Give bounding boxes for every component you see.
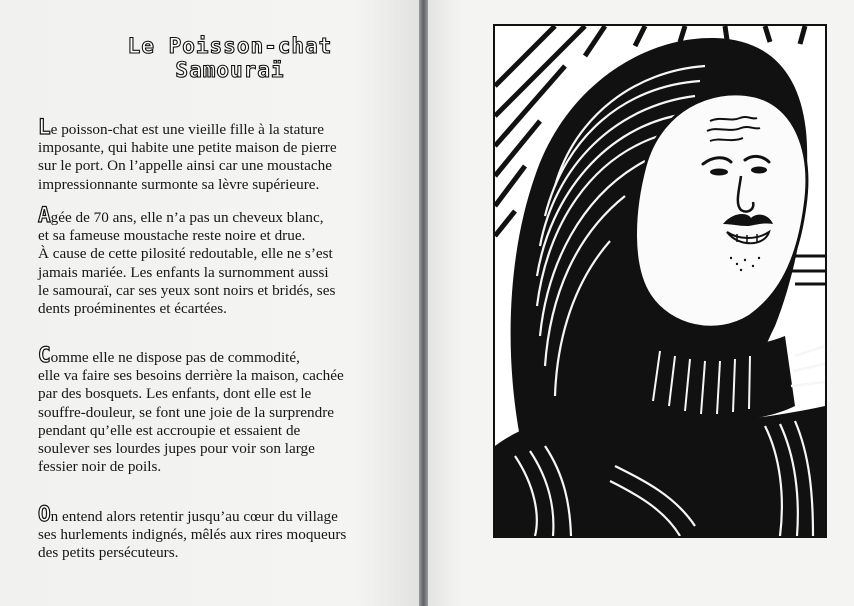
woodcut-portrait-illustration (493, 24, 827, 538)
drop-cap: A (38, 203, 51, 227)
paragraph-1: Le poisson-chat est une vieille fille à la stature imposante, qui habite une petite maison de pierre sur le port. On l’appelle ainsi car une moustache impressionnante surmonte sa lèvre supérieure. (38, 115, 337, 193)
paragraph-4: On entend alors retentir jusqu’au cœur du village ses hurlements indignés, mêlés aux rires moqueurs des petits persécuteurs. (38, 502, 347, 562)
page-title: Le Poisson-chat (127, 34, 333, 58)
paragraph-2: Agée de 70 ans, elle n’a pas un cheveux blanc, et sa fameuse moustache reste noire et drue. À cause de cette pilosité redoutable, elle ne s’est jamais mariée. Les enfants la surnomment aussi le samouraï, car ses yeux sont noirs et bridés, ses dents proéminentes et écartées. (38, 203, 336, 318)
left-page (0, 0, 419, 606)
drop-cap: L (38, 115, 51, 139)
page-title-line-2: Samouraï (175, 58, 285, 82)
book-gutter (419, 0, 428, 606)
paragraph-3: Comme elle ne dispose pas de commodité, elle va faire ses besoins derrière la maison, cachée par des bosquets. Les enfants, dont elle est le souffre-douleur, se font une joie de la surprendre pendant qu’elle est accroupie et essaient de soulever ses lourdes jupes pour voir son large fessier noir de poils. (38, 343, 344, 476)
drop-cap: C (38, 343, 51, 367)
drop-cap: O (38, 502, 51, 526)
